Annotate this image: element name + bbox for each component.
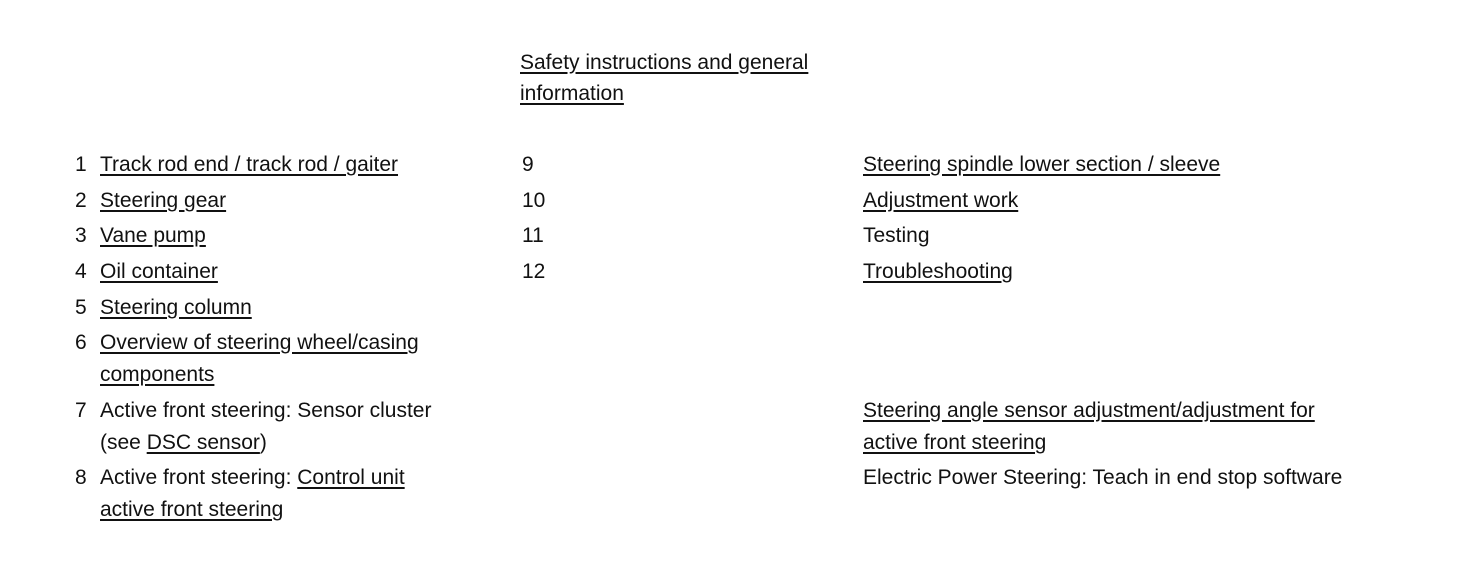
- adjustment-work-link[interactable]: Adjustment work: [863, 189, 1019, 212]
- safety-instructions-link-line1[interactable]: Safety instructions and general: [520, 51, 809, 74]
- item-number: 2: [75, 189, 87, 212]
- dsc-sensor-link[interactable]: DSC sensor: [146, 431, 260, 454]
- see-open-text: (see: [100, 431, 147, 454]
- control-unit-link-line1[interactable]: Control unit: [297, 466, 405, 489]
- item-number: 7: [75, 399, 87, 422]
- control-unit-line: [100, 462, 405, 494]
- sensor-cluster-text: Active front steering: Sensor cluster: [100, 399, 432, 422]
- see-close-text: ): [259, 431, 267, 454]
- item-number: 9: [522, 153, 534, 176]
- oil-container-link[interactable]: Oil container: [100, 260, 218, 283]
- vane-pump-link[interactable]: Vane pump: [100, 224, 206, 247]
- track-rod-link[interactable]: Track rod end / track rod / gaiter: [100, 153, 399, 176]
- steering-gear-link[interactable]: Steering gear: [100, 189, 227, 212]
- item-number: 8: [75, 466, 87, 489]
- item-number: 6: [75, 331, 87, 354]
- steering-spindle-link[interactable]: Steering spindle lower section / sleeve: [863, 153, 1221, 176]
- steering-column-link[interactable]: Steering column: [100, 296, 252, 319]
- steering-angle-sensor-link-line2[interactable]: active front steering: [863, 431, 1047, 454]
- item-number: 10: [522, 189, 546, 212]
- steering-wheel-overview-link-line1[interactable]: Overview of steering wheel/casing: [100, 331, 419, 354]
- steering-angle-sensor-link-line1[interactable]: Steering angle sensor adjustment/adjustment for: [863, 399, 1315, 422]
- item-number: 5: [75, 296, 87, 319]
- item-number: 1: [75, 153, 87, 176]
- safety-instructions-link-line2[interactable]: information: [520, 82, 624, 105]
- control-unit-link-line2[interactable]: active front steering: [100, 498, 284, 521]
- item-number: 11: [522, 224, 544, 247]
- control-unit-prefix: Active front steering:: [100, 466, 298, 489]
- steering-wheel-overview-link-line2[interactable]: components: [100, 363, 215, 386]
- item-number: 3: [75, 224, 87, 247]
- see-reference: [100, 427, 267, 459]
- item-number: 4: [75, 260, 87, 283]
- troubleshooting-link[interactable]: Troubleshooting: [863, 260, 1013, 283]
- testing-text: Testing: [863, 224, 930, 247]
- item-number: 12: [522, 260, 546, 283]
- eps-text: Electric Power Steering: Teach in end stop software: [863, 466, 1343, 489]
